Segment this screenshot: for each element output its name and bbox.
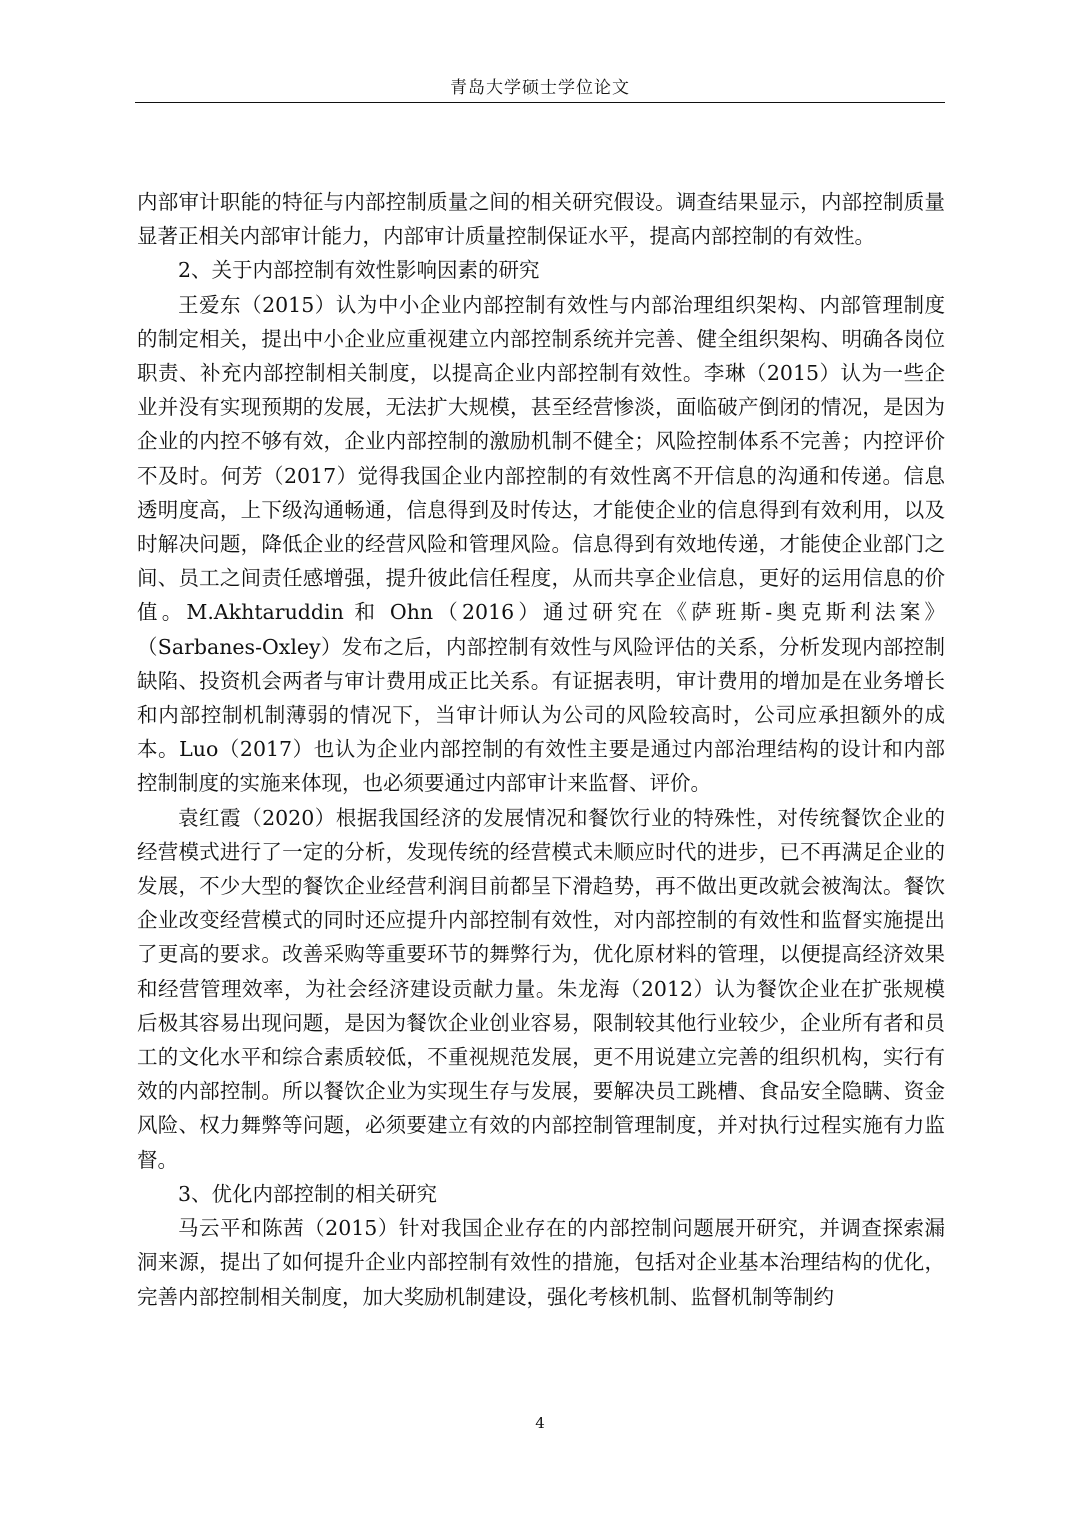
section-heading-2: 2、关于内部控制有效性影响因素的研究 <box>178 258 540 283</box>
paragraph-catering-industry: 袁红霞（2020）根据我国经济的发展情况和餐饮行业的特殊性，对传统餐饮企业的经营模式进行了一定的分析，发现传统的经营模式未顺应时代的进步，已不再满足企业的发展，不少大型的餐饮企业经营利润目前都呈下滑趋势，再不做出更改就会被淘汰。餐饮企业改变经营模式的同时还应提升内部控制有效性，对内部控制的有效性和监督实施提出了更高的要求。改善采购等重要环节的舞弊行为，优化原材料的管理，以便提高经济效果和经营管理效率，为社会经济建设贡献力量。朱龙海（2012）认为餐饮企业在扩张规模后极其容易出现问题，是因为餐饮企业创业容易，限制较其他行业较少，企业所有者和员工的文化水平和综合素质较低，不重视规范发展，更不用说建立完善的组织机构，实行有效的内部控制。所以餐饮企业为实现生存与发展，要解决员工跳槽、食品安全隐瞒、资金风险、权力舞弊等问题，必须要建立有效的内部控制管理制度，并对执行过程实施有力监督。 <box>137 805 945 1172</box>
section-heading-3: 3、优化内部控制的相关研究 <box>178 1181 438 1206</box>
paragraph-optimization: 马云平和陈茜（2015）针对我国企业存在的内部控制问题展开研究，并调查探索漏洞来源，提出了如何提升企业内部控制有效性的措施，包括对企业基本治理结构的优化，完善内部控制相关制度，加大奖励机制建设，强化考核机制、监督机制等制约 <box>137 1216 945 1309</box>
page-number: 4 <box>535 1414 545 1432</box>
running-header-title: 青岛大学硕士学位论文 <box>450 78 630 98</box>
header-divider <box>135 102 945 103</box>
paragraph-continued: 内部审计职能的特征与内部控制质量之间的相关研究假设。调查结果显示，内部控制质量显著正相关内部审计能力，内部审计质量控制保证水平，提高内部控制的有效性。 <box>137 190 945 249</box>
body-text <box>137 185 945 1314</box>
paragraph-influencing-factors: 王爱东（2015）认为中小企业内部控制有效性与内部治理组织架构、内部管理制度的制定相关，提出中小企业应重视建立内部控制系统并完善、健全组织架构、明确各岗位职责、补充内部控制相关制度，以提高企业内部控制有效性。李琳（2015）认为一些企业并没有实现预期的发展，无法扩大规模，甚至经营惨淡，面临破产倒闭的情况，是因为企业的内控不够有效，企业内部控制的激励机制不健全；风险控制体系不完善；内控评价不及时。何芳（2017）觉得我国企业内部控制的有效性离不开信息的沟通和传递。信息透明度高，上下级沟通畅通，信息得到及时传达，才能使企业的信息得到有效利用，以及时解决问题，降低企业的经营风险和管理风险。信息得到有效地传递，才能使企业部门之间、员工之间责任感增强，提升彼此信任程度，从而共享企业信息，更好的运用信息的价值。M.Akhtaruddin 和 Ohn（2016）通过研究在《萨班斯-奥克斯利法案》（Sarbanes-Oxley）发布之后，内部控制有效性与风险评估的关系，分析发现内部控制缺陷、投资机会两者与审计费用成正比关系。有证据表明，审计费用的增加是在业务增长和内部控制机制薄弱的情况下，当审计师认为公司的风险较高时，公司应承担额外的成本。Luo（2017）也认为企业内部控制的有效性主要是通过内部治理结构的设计和内部控制制度的实施来体现，也必须要通过内部审计来监督、评价。 <box>137 292 945 796</box>
